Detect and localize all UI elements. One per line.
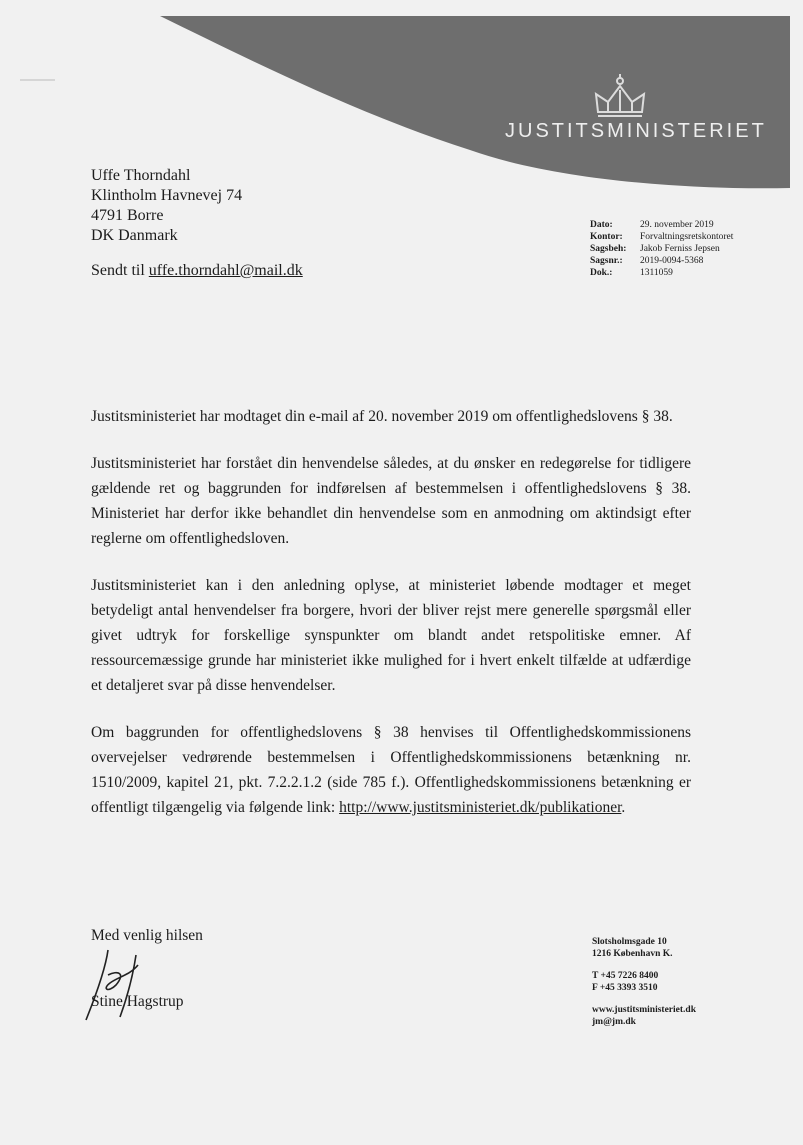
handwritten-signature xyxy=(78,945,178,1025)
publications-link[interactable]: http://www.justitsministeriet.dk/publikationer xyxy=(339,799,622,816)
address-phone: T +45 7226 8400 xyxy=(592,971,659,981)
meta-office: Kontor: Forvaltningsretskontoret xyxy=(590,232,734,242)
recipient-country: DK Danmark xyxy=(91,227,178,244)
sent-to-line xyxy=(91,262,303,280)
recipient-city: 4791 Borre xyxy=(91,207,164,224)
sent-to-label: Sendt til xyxy=(91,262,145,279)
meta-case-number: Sagsnr.: 2019-0094-5368 xyxy=(590,256,704,266)
ministry-address xyxy=(592,936,696,1028)
meta-handler: Sagsbeh: Jakob Ferniss Jepsen xyxy=(590,244,720,254)
recipient-name: Uffe Thorndahl xyxy=(91,167,191,184)
paragraph-4-text: Om baggrunden for offentlighedslovens § 38 henvises til Offentlighedskommissionens overvejelser vedrørende bestemmelsen i Offentlighedskommissionens betænkning nr. 1510/2009, kapitel 21, pkt. 7.2.2.1.2 (side 785 f.). Offentlighedskommissionens betænkning er offentligt tilgængelig via følgende link: xyxy=(91,724,691,816)
address-city: 1216 København K. xyxy=(592,949,673,959)
address-website-link[interactable]: www.justitsministeriet.dk xyxy=(592,1005,696,1015)
address-fax: F +45 3393 3510 xyxy=(592,983,658,993)
address-street: Slotsholmsgade 10 xyxy=(592,937,667,947)
meta-document-number: Dok.: 1311059 xyxy=(590,268,673,278)
recipient-email-link[interactable]: uffe.thorndahl@mail.dk xyxy=(148,262,303,279)
paragraph-2: Justitsministeriet har forstået din henvendelse således, at du ønsker en redegørelse for tidligere gældende ret og baggrunden for indførelsen af bestemmelsen i offentlighedslovens § 38. Ministeriet har derfor ikke behandlet din henvendelse som en anmodning om aktindsigt efter reglerne om offentlighedsloven. xyxy=(91,455,691,547)
recipient-address xyxy=(91,166,242,246)
paragraph-1: Justitsministeriet har modtaget din e-mail af 20. november 2019 om offentlighedslovens § 38. xyxy=(91,408,673,425)
signer-name: Stine Hagstrup xyxy=(91,993,184,1010)
crown-icon xyxy=(588,72,652,124)
address-email-link[interactable]: jm@jm.dk xyxy=(592,1017,636,1027)
recipient-street: Klintholm Havnevej 74 xyxy=(91,187,243,204)
meta-date: Dato: 29. november 2019 xyxy=(590,220,714,230)
closing-greeting: Med venlig hilsen xyxy=(91,927,203,944)
ministry-name: JUSTITSMINISTERIET xyxy=(505,120,767,142)
paragraph-3: Justitsministeriet kan i den anledning oplyse, at ministeriet løbende modtager et meget betydeligt antal henvendelser fra borgere, hvori der bliver rejst mere generelle spørgsmål eller givet udtryk for forskellige synspunkter om blandt andet retspolitiske emner. Af ressourcemæssige grunde har ministeriet ikke mulighed for i hvert enkelt tilfælde at udfærdige et detaljeret svar på disse henvendelser. xyxy=(91,577,691,694)
letter-body xyxy=(91,404,691,842)
case-metadata xyxy=(590,219,733,279)
paragraph-4-end: . xyxy=(621,799,626,816)
banner-shape xyxy=(160,16,790,188)
paragraph-4 xyxy=(91,720,691,820)
